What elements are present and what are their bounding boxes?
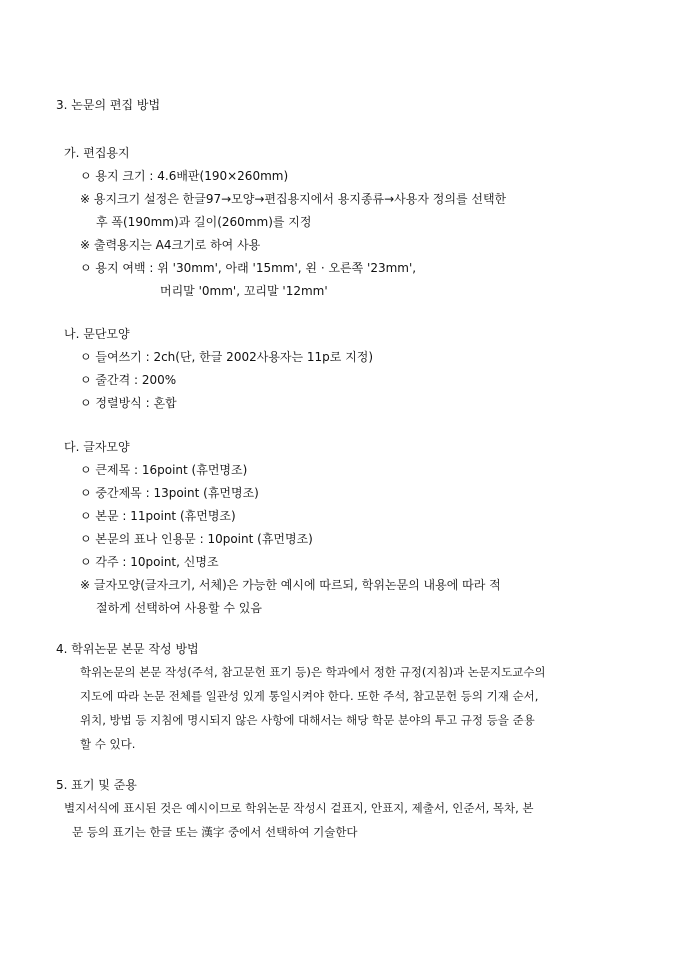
subsection-da-heading: 다. 글자모양 [64, 440, 130, 454]
section-4-para-line-2: 지도에 따라 논문 전체를 일관성 있게 통일시켜야 한다. 또한 주석, 참고문헌 등의 기재 순서, [80, 689, 539, 703]
footnote-font-item: ㅇ 각주 : 10point, 신명조 [80, 555, 219, 569]
paper-size-note-cont: 후 폭(190mm)과 길이(260mm)를 지정 [96, 215, 312, 229]
font-note: ※ 글자모양(글자크기, 서체)은 가능한 예시에 따르되, 학위논문의 내용에 따라 적 [80, 578, 501, 592]
line-spacing-item: ㅇ 줄간격 : 200% [80, 373, 177, 387]
section-4-para-line-4: 할 수 있다. [80, 737, 136, 751]
subsection-ga-heading: 가. 편집용지 [64, 146, 130, 160]
section-5-para-line-1: 별지서식에 표시된 것은 예시이므로 학위논문 작성시 겉표지, 안표지, 제출서, 인준서, 목차, 본 [64, 801, 534, 815]
table-quote-font-item: ㅇ 본문의 표나 인용문 : 10point (휴먼명조) [80, 532, 313, 546]
mid-title-font-item: ㅇ 중간제목 : 13point (휴먼명조) [80, 486, 259, 500]
margin-item-cont: 머리말 '0mm', 꼬리말 '12mm' [160, 284, 328, 298]
font-note-cont: 절하게 선택하여 사용할 수 있음 [96, 601, 262, 615]
print-paper-note: ※ 출력용지는 A4크기로 하여 사용 [80, 238, 261, 252]
body-font-item: ㅇ 본문 : 11point (휴먼명조) [80, 509, 236, 523]
section-4-para-line-1: 학위논문의 본문 작성(주석, 참고문헌 표기 등)은 학과에서 정한 규정(지침)과 논문지도교수의 [80, 665, 546, 679]
section-3-title: 3. 논문의 편집 방법 [56, 98, 161, 112]
indent-item: ㅇ 들여쓰기 : 2ch(단, 한글 2002사용자는 11p로 지정) [80, 350, 374, 364]
subsection-na-heading: 나. 문단모양 [64, 327, 130, 341]
margin-item: ㅇ 용지 여백 : 위 '30mm', 아래 '15mm', 왼 · 오른쪽 '23mm', [80, 261, 417, 275]
paper-size-item: ㅇ 용지 크기 : 4.6배판(190×260mm) [80, 169, 289, 183]
section-4-title: 4. 학위논문 본문 작성 방법 [56, 642, 199, 656]
big-title-font-item: ㅇ 큰제목 : 16point (휴먼명조) [80, 463, 248, 477]
section-5-para-line-2: 문 등의 표기는 한글 또는 漢字 중에서 선택하여 기술한다 [72, 825, 358, 839]
section-5-title: 5. 표기 및 준용 [56, 778, 137, 792]
section-4-para-line-3: 위치, 방법 등 지침에 명시되지 않은 사항에 대해서는 해당 학문 분야의 투고 규정 등을 준용 [80, 713, 535, 727]
alignment-item: ㅇ 정렬방식 : 혼합 [80, 396, 177, 410]
paper-size-note: ※ 용지크기 설정은 한글97→모양→편집용지에서 용지종류→사용자 정의를 선택한 [80, 192, 507, 206]
